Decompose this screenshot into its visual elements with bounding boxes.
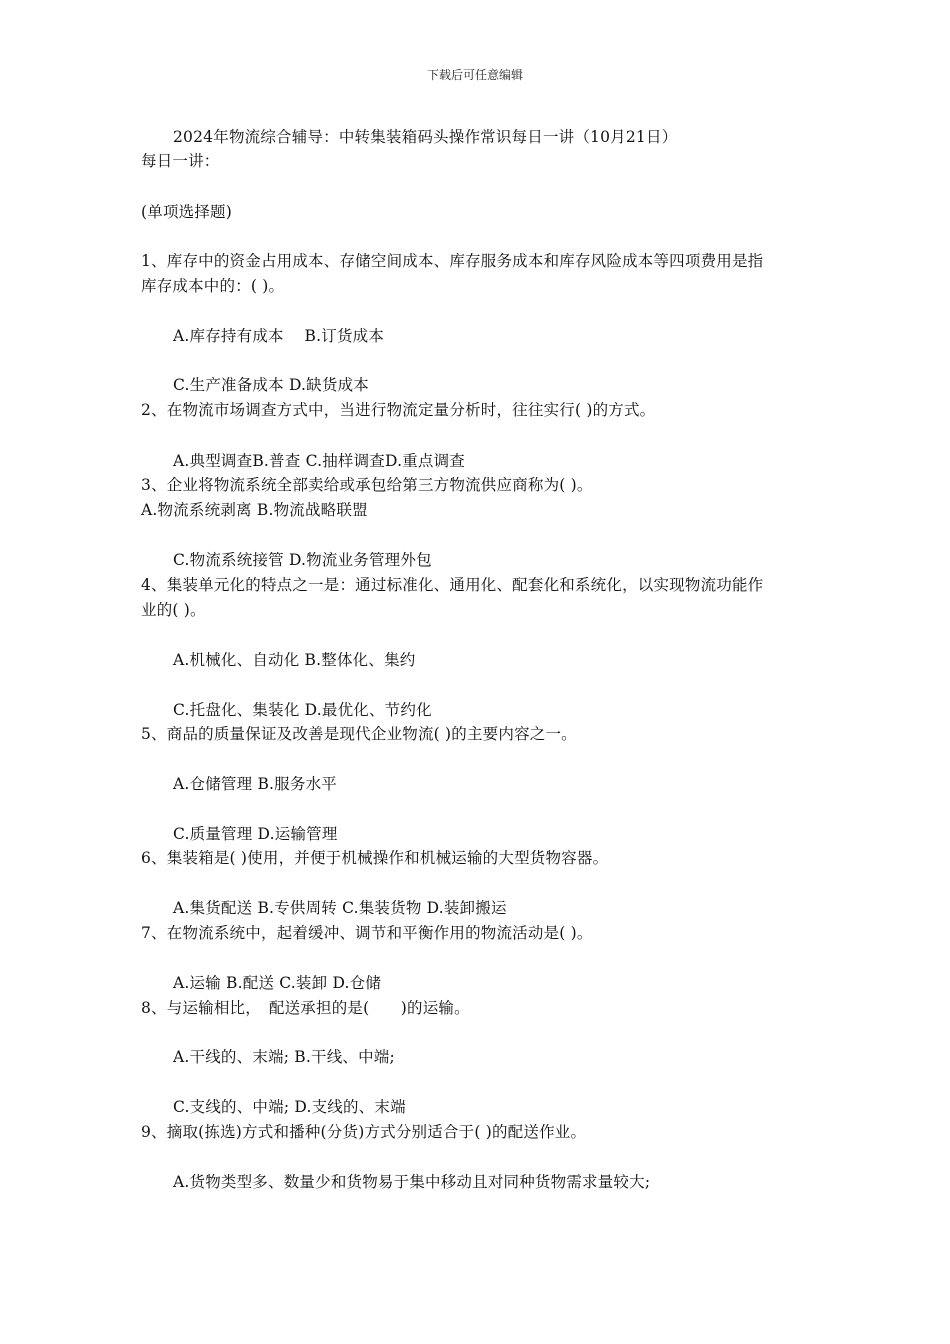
question-6-option: A.集货配送 B.专供周转 C.集装货物 D.装卸搬运 <box>173 899 507 917</box>
question-8-option: A.干线的、末端; B.干线、中端; <box>173 1048 395 1066</box>
question-9-option: A.货物类型多、数量少和货物易于集中移动且对同种货物需求量较大; <box>173 1173 651 1191</box>
question-7-stem: 7、在物流系统中，起着缓冲、调节和平衡作用的物流活动是( )。 <box>141 924 593 942</box>
question-3-stem: 3、企业将物流系统全部卖给或承包给第三方物流供应商称为( )。 <box>141 476 593 494</box>
question-4-stem: 4、集装单元化的特点之一是：通过标准化、通用化、配套化和系统化，以实现物流功能作 <box>141 576 764 594</box>
question-1-stem: 库存成本中的：( )。 <box>141 277 285 295</box>
intro-line: 每日一讲： <box>141 152 220 170</box>
question-9-stem: 9、摘取(拣选)方式和播种(分货)方式分别适合于( )的配送作业。 <box>141 1123 587 1141</box>
question-5-option: A.仓储管理 B.服务水平 <box>173 775 337 793</box>
question-7-option: A.运输 B.配送 C.装卸 D.仓储 <box>173 974 382 992</box>
page-header: 下载后可任意编辑 <box>426 68 523 82</box>
question-3-option: A.物流系统剥离 B.物流战略联盟 <box>141 501 368 519</box>
question-4-option: A.机械化、自动化 B.整体化、集约 <box>173 651 416 669</box>
question-5-stem: 5、商品的质量保证及改善是现代企业物流( )的主要内容之一。 <box>141 725 577 743</box>
section-heading: (单项选择题) <box>141 203 232 221</box>
question-2-stem: 2、在物流市场调查方式中，当进行物流定量分析时，往往实行( )的方式。 <box>141 401 656 419</box>
document-title: 2024年物流综合辅导：中转集装箱码头操作常识每日一讲（10月21日） <box>173 128 678 146</box>
question-4-stem: 业的( )。 <box>141 601 206 619</box>
question-1-option: A.库存持有成本 B.订货成本 <box>173 327 385 345</box>
question-3-option: C.物流系统接管 D.物流业务管理外包 <box>173 551 432 569</box>
question-1-option: C.生产准备成本 D.缺货成本 <box>173 376 369 394</box>
question-2-option: A.典型调查B.普查 C.抽样调查D.重点调查 <box>173 452 466 470</box>
question-1-stem: 1、库存中的资金占用成本、存储空间成本、库存服务成本和库存风险成本等四项费用是指 <box>141 252 764 270</box>
question-5-option: C.质量管理 D.运输管理 <box>173 825 338 843</box>
question-4-option: C.托盘化、集装化 D.最优化、节约化 <box>173 701 432 719</box>
question-8-option: C.支线的、中端; D.支线的、末端 <box>173 1098 406 1116</box>
question-6-stem: 6、集装箱是( )使用，并便于机械操作和机械运输的大型货物容器。 <box>141 849 609 867</box>
question-8-stem: 8、与运输相比， 配送承担的是( )的运输。 <box>141 999 470 1017</box>
